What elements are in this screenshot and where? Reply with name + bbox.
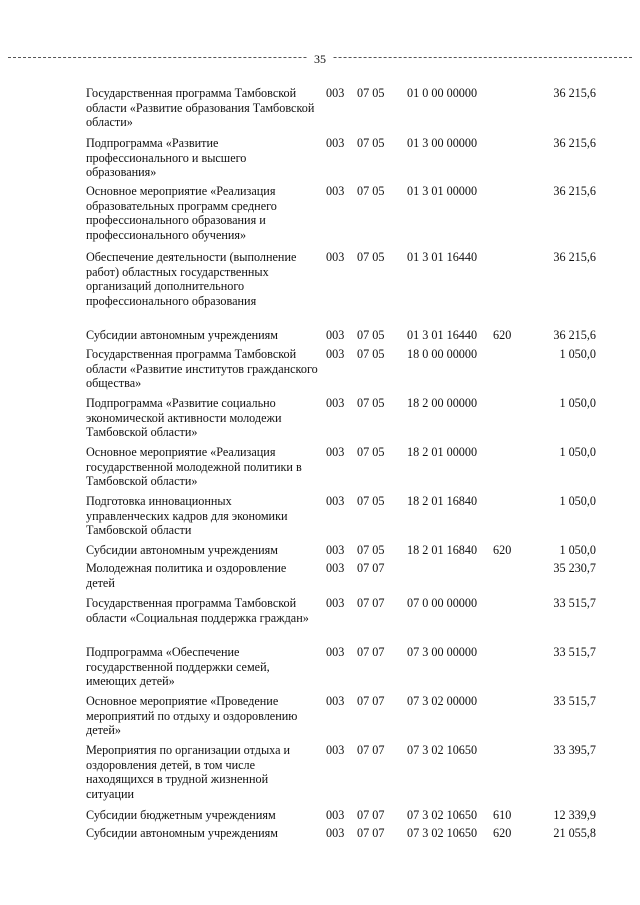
- row-sum: 1 050,0: [559, 396, 596, 410]
- row-ved: 003: [326, 808, 345, 822]
- row-sum: 1 050,0: [559, 347, 596, 361]
- row-ved: 003: [326, 396, 345, 410]
- row-ved: 003: [326, 347, 345, 361]
- row-rzpr: 07 05: [357, 494, 385, 508]
- row-rzpr: 07 05: [357, 543, 385, 557]
- row-name: Субсидии бюджетным учреждениям: [86, 808, 276, 822]
- row-csr: 07 3 02 00000: [407, 694, 478, 708]
- row-ved: 003: [326, 645, 345, 659]
- row-sum: 36 215,6: [553, 328, 596, 342]
- row-name: Государственная программа Тамбовской области «Развитие институтов гражданского общества»: [86, 347, 318, 391]
- row-name: Основное мероприятие «Реализация образовательных программ среднего профессионального образования и профессионального обучения»: [86, 184, 277, 242]
- row-vr: 620: [493, 826, 512, 840]
- row-sum: 12 339,9: [553, 808, 596, 822]
- row-rzpr: 07 05: [357, 328, 385, 342]
- row-ved: 003: [326, 136, 345, 150]
- row-rzpr: 07 05: [357, 184, 385, 198]
- row-ved: 003: [326, 596, 345, 610]
- row-sum: 1 050,0: [559, 543, 596, 557]
- row-rzpr: 07 05: [357, 250, 385, 264]
- row-sum: 1 050,0: [559, 445, 596, 459]
- row-vr: 610: [493, 808, 512, 822]
- row-csr: 18 2 00 00000: [407, 396, 478, 410]
- row-sum: 36 215,6: [553, 250, 596, 264]
- row-name: Молодежная политика и оздоровление детей: [86, 561, 287, 590]
- row-rzpr: 07 07: [357, 645, 385, 659]
- row-rzpr: 07 05: [357, 86, 385, 100]
- row-sum: 33 515,7: [553, 596, 596, 610]
- row-ved: 003: [326, 445, 345, 459]
- row-ved: 003: [326, 826, 345, 840]
- row-name: Основное мероприятие «Проведение мероприятий по отдыху и оздоровлению детей»: [86, 694, 298, 738]
- row-csr: 18 2 01 16840: [407, 543, 478, 557]
- row-name: Обеспечение деятельности (выполнение работ) областных государственных организаций дополнительного профессионального образования: [86, 250, 297, 308]
- row-ved: 003: [326, 543, 345, 557]
- row-sum: 21 055,8: [553, 826, 596, 840]
- row-rzpr: 07 07: [357, 743, 385, 757]
- row-sum: 36 215,6: [553, 136, 596, 150]
- row-name: Субсидии автономным учреждениям: [86, 826, 278, 840]
- page-number: 35: [0, 52, 640, 67]
- row-name: Подпрограмма «Развитие профессионального и высшего образования»: [86, 136, 247, 180]
- row-csr: 01 3 01 00000: [407, 184, 478, 198]
- row-sum: 36 215,6: [553, 184, 596, 198]
- row-ved: 003: [326, 86, 345, 100]
- row-name: Подготовка инновационных управленческих кадров для экономики Тамбовской области: [86, 494, 288, 538]
- row-rzpr: 07 07: [357, 826, 385, 840]
- row-ved: 003: [326, 694, 345, 708]
- row-sum: 36 215,6: [553, 86, 596, 100]
- row-rzpr: 07 05: [357, 347, 385, 361]
- row-ved: 003: [326, 184, 345, 198]
- row-rzpr: 07 07: [357, 561, 385, 575]
- row-name: Подпрограмма «Развитие социально экономической активности молодежи Тамбовской области»: [86, 396, 282, 440]
- row-rzpr: 07 07: [357, 596, 385, 610]
- row-csr: 07 3 02 10650: [407, 826, 478, 840]
- row-csr: 18 2 01 16840: [407, 494, 478, 508]
- row-csr: 18 2 01 00000: [407, 445, 478, 459]
- row-rzpr: 07 05: [357, 396, 385, 410]
- row-csr: 01 3 01 16440: [407, 328, 478, 342]
- row-sum: 35 230,7: [553, 561, 596, 575]
- row-name: Подпрограмма «Обеспечение государственной поддержки семей, имеющих детей»: [86, 645, 270, 689]
- row-ved: 003: [326, 743, 345, 757]
- row-csr: 01 3 01 16440: [407, 250, 478, 264]
- row-csr: 18 0 00 00000: [407, 347, 478, 361]
- row-rzpr: 07 07: [357, 694, 385, 708]
- row-csr: 01 0 00 00000: [407, 86, 478, 100]
- row-ved: 003: [326, 561, 345, 575]
- row-csr: 01 3 00 00000: [407, 136, 478, 150]
- row-name: Государственная программа Тамбовской области «Социальная поддержка граждан»: [86, 596, 309, 625]
- row-name: Государственная программа Тамбовской области «Развитие образования Тамбовской области»: [86, 86, 315, 130]
- row-name: Мероприятия по организации отдыха и оздоровления детей, в том числе находящихся в трудной жизненной ситуации: [86, 743, 291, 801]
- row-csr: 07 3 00 00000: [407, 645, 478, 659]
- row-ved: 003: [326, 328, 345, 342]
- row-csr: 07 3 02 10650: [407, 808, 478, 822]
- row-rzpr: 07 05: [357, 136, 385, 150]
- row-ved: 003: [326, 494, 345, 508]
- row-rzpr: 07 07: [357, 808, 385, 822]
- row-csr: 07 0 00 00000: [407, 596, 478, 610]
- row-sum: 33 515,7: [553, 694, 596, 708]
- row-sum: 33 395,7: [553, 743, 596, 757]
- row-sum: 1 050,0: [559, 494, 596, 508]
- row-ved: 003: [326, 250, 345, 264]
- row-name: Субсидии автономным учреждениям: [86, 543, 278, 557]
- row-name: Основное мероприятие «Реализация государственной молодежной политики в Тамбовской области»: [86, 445, 302, 489]
- row-sum: 33 515,7: [553, 645, 596, 659]
- row-vr: 620: [493, 543, 512, 557]
- row-vr: 620: [493, 328, 512, 342]
- row-name: Субсидии автономным учреждениям: [86, 328, 278, 342]
- row-csr: 07 3 02 10650: [407, 743, 478, 757]
- row-rzpr: 07 05: [357, 445, 385, 459]
